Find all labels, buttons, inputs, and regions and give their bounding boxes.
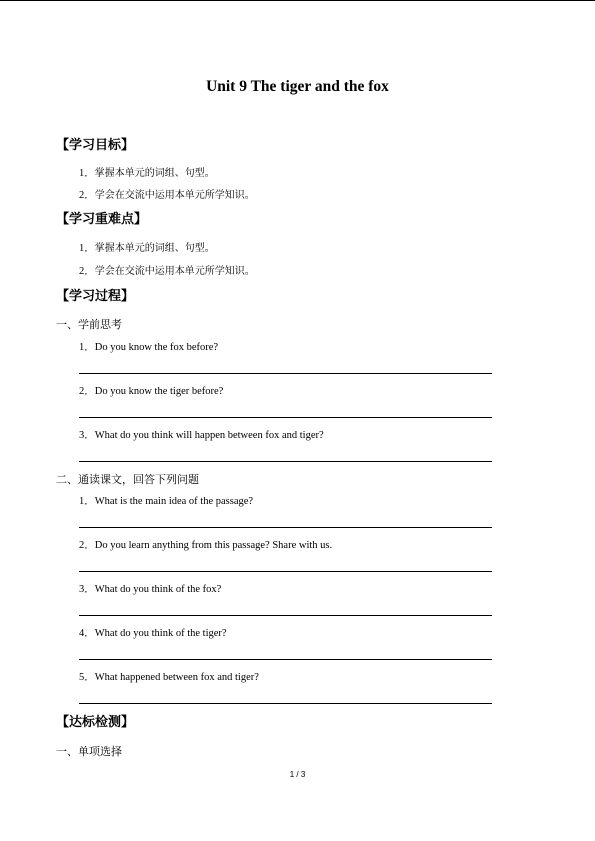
- objectives-heading: 【学习目标】: [56, 138, 135, 153]
- item-text: 学会在交流中运用本单元所学知识。: [94, 266, 255, 277]
- item-text: 掌握本单元的词组、句型。: [94, 243, 215, 254]
- question-1: [79, 339, 218, 354]
- question-text: What do you think of the tiger?: [94, 628, 227, 639]
- objective-item-1: [79, 164, 215, 180]
- item-text: 掌握本单元的词组、句型。: [94, 168, 215, 179]
- key-point-item-2: [79, 262, 255, 278]
- question-1: [79, 493, 253, 508]
- question-number: 1．: [79, 496, 95, 507]
- question-text: Do you know the tiger before?: [94, 386, 224, 397]
- item-number: 1．: [79, 168, 95, 179]
- answer-line[interactable]: [79, 703, 492, 704]
- question-text: What happened between fox and tiger?: [94, 672, 259, 683]
- test-heading: 【达标检测】: [56, 715, 135, 730]
- key-point-item-1: [79, 239, 215, 255]
- part1-label: 一、学前思考: [56, 318, 122, 331]
- question-number: 2．: [79, 386, 95, 397]
- page-title: Unit 9 The tiger and the fox: [206, 78, 389, 95]
- answer-line[interactable]: [79, 461, 492, 462]
- test-part1-label: 一、单项选择: [56, 745, 122, 758]
- question-3: [79, 581, 221, 596]
- answer-line[interactable]: [79, 417, 492, 418]
- answer-line[interactable]: [79, 571, 492, 572]
- question-text: What do you think will happen between fox and tiger?: [94, 430, 324, 441]
- question-number: 4．: [79, 628, 95, 639]
- question-text: What do you think of the fox?: [94, 584, 222, 595]
- answer-line[interactable]: [79, 659, 492, 660]
- question-5: [79, 669, 259, 684]
- objective-item-2: [79, 186, 255, 202]
- question-number: 3．: [79, 584, 95, 595]
- question-2: [79, 383, 223, 398]
- question-3: [79, 427, 324, 442]
- question-4: [79, 625, 227, 640]
- question-number: 1．: [79, 342, 95, 353]
- question-text: What is the main idea of the passage?: [94, 496, 254, 507]
- question-number: 5．: [79, 672, 95, 683]
- item-number: 1．: [79, 243, 95, 254]
- question-number: 2．: [79, 540, 95, 551]
- item-text: 学会在交流中运用本单元所学知识。: [94, 190, 255, 201]
- answer-line[interactable]: [79, 373, 492, 374]
- question-text: Do you learn anything from this passage? Share with us.: [94, 540, 333, 551]
- question-text: Do you know the fox before?: [94, 342, 219, 353]
- process-heading: 【学习过程】: [56, 289, 135, 304]
- page-number: 1 / 3: [289, 770, 306, 779]
- item-number: 2．: [79, 266, 95, 277]
- answer-line[interactable]: [79, 527, 492, 528]
- question-number: 3．: [79, 430, 95, 441]
- question-2: [79, 537, 332, 552]
- key-points-heading: 【学习重难点】: [56, 212, 148, 227]
- part2-label: 二、通读课文，回答下列问题: [56, 473, 199, 486]
- top-border-line: [0, 0, 595, 1]
- item-number: 2．: [79, 190, 95, 201]
- answer-line[interactable]: [79, 615, 492, 616]
